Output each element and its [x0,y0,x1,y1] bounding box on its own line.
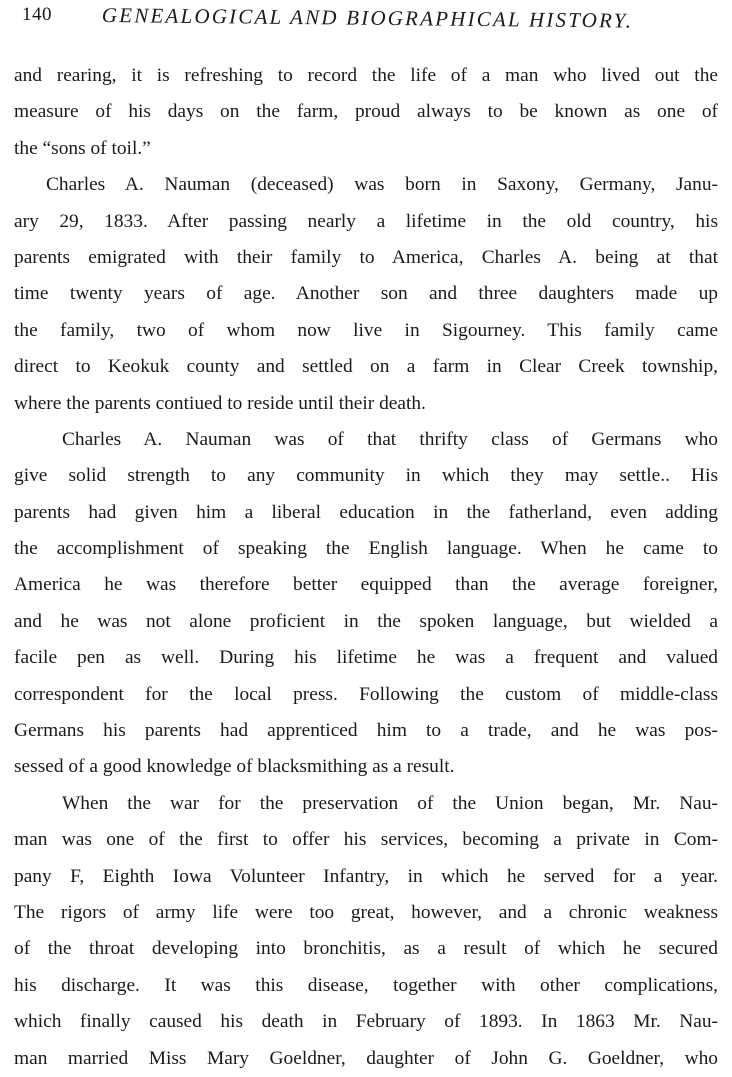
page-header [20,0,720,40]
text-line: of the throat developing into bronchitis, as a result of which he secured [14,938,718,960]
text-line: direct to Keokuk county and settled on a farm in Clear Creek township, [14,356,718,378]
running-head: GENEALOGICAL AND BIOGRAPHICAL HISTORY. [101,3,634,33]
text-line: man married Miss Mary Goeldner, daughter of John G. Goeldner, who [14,1047,718,1069]
paragraph-start-line: Charles A. Nauman was of that thrifty class of Germans who [62,428,718,450]
text-line: man was one of the first to offer his services, becoming a private in Com- [14,829,718,851]
text-line: Germans his parents had apprenticed him to a trade, and he was pos- [14,720,718,742]
text-line: time twenty years of age. Another son and three daughters made up [14,283,718,305]
text-line: parents emigrated with their family to America, Charles A. being at that [14,246,718,268]
text-line: and rearing, it is refreshing to record the life of a man who lived out the [14,65,718,86]
text-line: pany F, Eighth Iowa Volunteer Infantry, in which he served for a year. [14,865,718,887]
text-line: ary 29, 1833. After passing nearly a lifetime in the old country, his [14,210,718,232]
text-line: and he was not alone proficient in the spoken language, but wielded a [14,610,718,632]
text-line: measure of his days on the farm, proud always to be known as one of [14,101,718,123]
text-line: America he was therefore better equipped than the average foreigner, [14,574,718,596]
text-line: The rigors of army life were too great, however, and a chronic weakness [14,901,718,923]
text-line: parents had given him a liberal education in the fatherland, even adding [14,501,718,523]
text-line: facile pen as well. During his lifetime he was a frequent and valued [14,647,718,669]
text-line: the family, two of whom now live in Sigourney. This family came [14,319,718,341]
page-number: 140 [22,4,52,25]
text-line: correspondent for the local press. Following the custom of middle-class [14,683,718,705]
text-line: the “sons of toil.” [14,137,151,159]
paragraph-start-line: When the war for the preservation of the Union began, Mr. Nau- [62,792,718,814]
body-text [14,58,718,1077]
paragraph-start-line: Charles A. Nauman (deceased) was born in Saxony, Germany, Janu- [46,174,718,196]
text-line: which finally caused his death in February of 1893. In 1863 Mr. Nau- [14,1011,718,1033]
text-line: the accomplishment of speaking the English language. When he came to [14,538,718,560]
text-line: give solid strength to any community in which they may settle.. His [14,465,718,487]
text-line: sessed of a good knowledge of blacksmithing as a result. [14,756,455,778]
text-line: where the parents contiued to reside until their death. [14,392,426,414]
text-line: his discharge. It was this disease, together with other complications, [14,974,718,996]
